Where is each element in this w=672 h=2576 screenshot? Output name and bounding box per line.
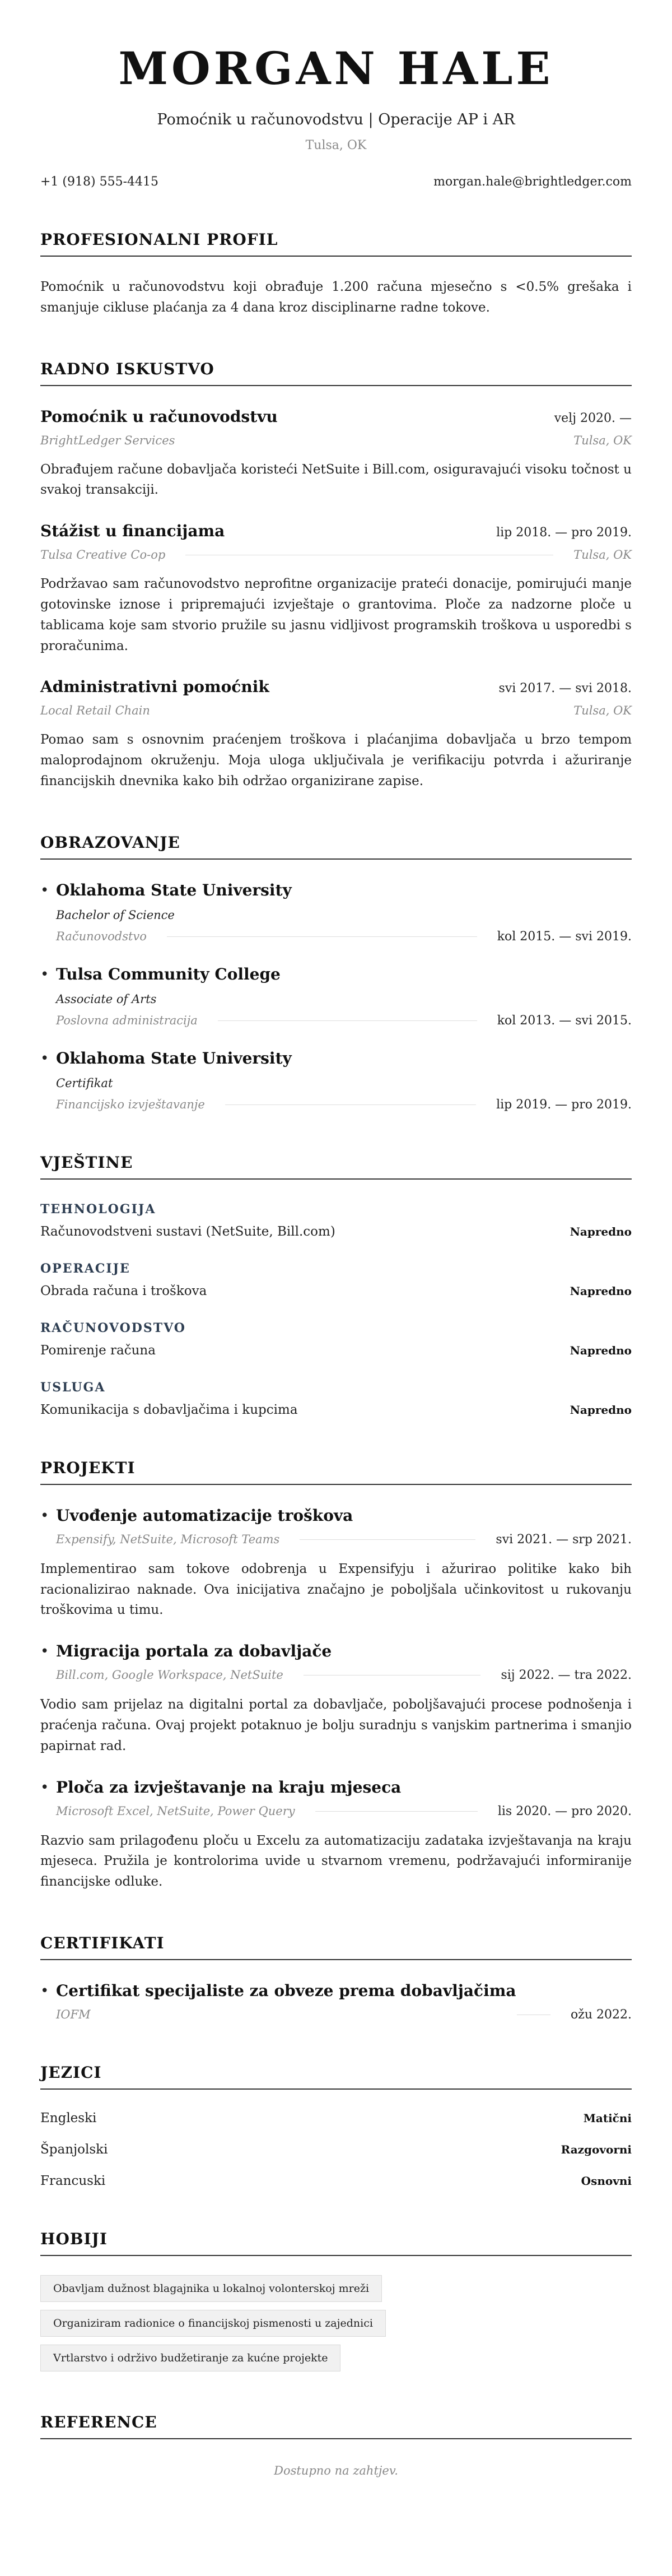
job-location: Tulsa, OK bbox=[573, 704, 632, 718]
section-title: PROFESIONALNI PROFIL bbox=[40, 230, 632, 257]
divider bbox=[218, 1020, 477, 1021]
skill-row bbox=[40, 1284, 632, 1298]
languages-section bbox=[40, 2063, 632, 2188]
project-tools: Expensify, NetSuite, Microsoft Teams bbox=[56, 1532, 280, 1546]
entry-subheader bbox=[40, 704, 632, 717]
language-name: Francuski bbox=[40, 2173, 106, 2188]
job-location: Tulsa, OK bbox=[573, 548, 632, 562]
language-level: Matični bbox=[583, 2111, 632, 2125]
divider bbox=[298, 418, 534, 419]
resume-header bbox=[40, 0, 632, 189]
project-entry bbox=[40, 1506, 632, 1621]
divider bbox=[167, 936, 477, 937]
certificate-name: • Certifikat specijaliste za obveze prema dobavljačima bbox=[56, 1981, 516, 2000]
phone-number: +1 (918) 555-4415 bbox=[40, 175, 158, 189]
section-title: PROJEKTI bbox=[40, 1459, 632, 1485]
hobby-list bbox=[40, 2275, 632, 2371]
language-list bbox=[40, 2111, 632, 2188]
section-title: CERTIFIKATI bbox=[40, 1934, 632, 1960]
job-dates: lip 2018. — pro 2019. bbox=[496, 526, 632, 540]
job-title: Stážist u financijama bbox=[40, 522, 225, 541]
profile-text: Pomoćnik u računovodstvu koji obrađuje 1.200 računa mjesečno s <0.5% grešaka i smanjuje cikluse plaćanja za 4 dana kroz disciplinarne radne tokove. bbox=[40, 280, 632, 315]
skill-level: Napredno bbox=[570, 1403, 632, 1417]
school-name: • Oklahoma State University bbox=[56, 880, 292, 899]
education-entry bbox=[40, 1049, 632, 1112]
skill-category: USLUGA bbox=[40, 1380, 106, 1395]
project-name: • Migracija portala za dobavljače bbox=[56, 1642, 332, 1661]
references-text: Dostupno na zahtjev. bbox=[274, 2463, 398, 2477]
education-entry bbox=[40, 965, 632, 1028]
divider bbox=[245, 532, 476, 533]
project-entry bbox=[40, 1642, 632, 1756]
skill-level: Napredno bbox=[570, 1284, 632, 1298]
certificate-entry bbox=[40, 1981, 632, 2022]
certificates-section bbox=[40, 1934, 632, 2022]
skill-group bbox=[40, 1380, 632, 1417]
hobby-tag: Organiziram radionice o financijskoj pismenosti u zajednici bbox=[40, 2310, 386, 2337]
education-dates: kol 2015. — svi 2019. bbox=[497, 929, 632, 944]
experience-entry bbox=[40, 407, 632, 501]
candidate-name: MORGAN HALE bbox=[118, 42, 554, 95]
school-name: • Tulsa Community College bbox=[56, 964, 281, 983]
hobbies-section bbox=[40, 2230, 632, 2371]
project-dates: svi 2021. — srp 2021. bbox=[496, 1532, 632, 1547]
skill-group bbox=[40, 1202, 632, 1239]
project-dates: sij 2022. — tra 2022. bbox=[501, 1668, 632, 1683]
education-detail bbox=[56, 930, 632, 944]
skill-group bbox=[40, 1261, 632, 1298]
section-title: REFERENCE bbox=[40, 2413, 632, 2439]
job-dates: svi 2017. — svi 2018. bbox=[498, 681, 632, 696]
degree-name: Associate of Arts bbox=[56, 992, 157, 1006]
certificate-issuer: IOFM bbox=[56, 2007, 91, 2021]
skill-group bbox=[40, 1321, 632, 1358]
education-section bbox=[40, 833, 632, 1112]
degree-name: Certifikat bbox=[56, 1076, 113, 1090]
skill-name: Pomirenje računa bbox=[40, 1343, 156, 1358]
email-address: morgan.hale@brightledger.com bbox=[433, 175, 632, 189]
section-title: HOBIJI bbox=[40, 2230, 632, 2256]
job-description: Pomao sam s osnovnim praćenjem troškova i plaćanjima dobavljača u brzo tempom maloprodajnom okruženju. Moja uloga uključivala je verifikaciju potvrda i ažuriranje financijskih dnevnika kako bih održao organizirane zapise. bbox=[40, 732, 632, 788]
skill-category: RAČUNOVODSTVO bbox=[40, 1320, 186, 1335]
project-name: • Uvođenje automatizacije troškova bbox=[56, 1506, 353, 1525]
job-description: Obrađujem račune dobavljača koristeći NetSuite i Bill.com, osiguravajući visoku točnost u svakoj transakciji. bbox=[40, 462, 632, 498]
language-name: Španjolski bbox=[40, 2142, 108, 2157]
education-detail bbox=[56, 1014, 632, 1028]
divider bbox=[290, 688, 479, 689]
company-name: BrightLedger Services bbox=[40, 433, 175, 447]
skill-name: Obrada računa i troškova bbox=[40, 1283, 207, 1298]
language-row bbox=[40, 2142, 632, 2157]
section-title: JEZICI bbox=[40, 2063, 632, 2090]
skills-section bbox=[40, 1153, 632, 1417]
project-name: • Ploča za izvještavanje na kraju mjeseca bbox=[56, 1777, 402, 1797]
certificate-detail bbox=[56, 2008, 632, 2022]
divider bbox=[225, 1104, 476, 1105]
project-dates: lis 2020. — pro 2020. bbox=[497, 1804, 632, 1818]
company-name: Local Retail Chain bbox=[40, 704, 150, 718]
skill-name: Računovodstveni sustavi (NetSuite, Bill.com) bbox=[40, 1224, 335, 1239]
job-location: Tulsa, OK bbox=[573, 433, 632, 447]
skill-row bbox=[40, 1224, 632, 1239]
education-detail bbox=[56, 1098, 632, 1112]
field-of-study: Poslovna administracija bbox=[56, 1013, 198, 1027]
skill-category: TEHNOLOGIJA bbox=[40, 1201, 156, 1217]
degree-name: Bachelor of Science bbox=[56, 908, 175, 922]
experience-section bbox=[40, 360, 632, 792]
project-description: Razvio sam prilagođenu ploču u Excelu za automatizaciju zadataka izvještavanja na kraju mjeseca. Pružila je kontrolorima uvide u stvarnom vremenu, podržavajući informiranije financijske odluke. bbox=[40, 1833, 632, 1890]
skill-level: Napredno bbox=[570, 1224, 632, 1238]
language-row bbox=[40, 2174, 632, 2188]
entry-header bbox=[40, 677, 632, 696]
project-description: Vodio sam prijelaz na digitalni portal za dobavljače, poboljšavajući procese podnošenja i praćenja računa. Ovaj projekt potaknuo je bolju suradnju s vanjskim partnerima i smanjio papirnat rad. bbox=[40, 1697, 632, 1753]
certificate-date: ožu 2022. bbox=[571, 2007, 632, 2022]
entry-header bbox=[40, 522, 632, 540]
divider bbox=[315, 1811, 478, 1812]
language-row bbox=[40, 2111, 632, 2125]
entry-subheader bbox=[40, 434, 632, 447]
project-tools: Bill.com, Google Workspace, NetSuite bbox=[56, 1668, 283, 1682]
projects-section bbox=[40, 1459, 632, 1892]
skill-level: Napredno bbox=[570, 1343, 632, 1357]
skill-category: OPERACIJE bbox=[40, 1261, 130, 1276]
profile-section bbox=[40, 230, 632, 318]
experience-entry bbox=[40, 522, 632, 656]
school-name: • Oklahoma State University bbox=[56, 1048, 292, 1067]
education-entry bbox=[40, 881, 632, 944]
contact-row bbox=[40, 175, 632, 189]
project-tools: Microsoft Excel, NetSuite, Power Query bbox=[56, 1804, 295, 1818]
job-title: Pomoćnik u računovodstvu bbox=[40, 407, 278, 426]
hobby-tag: Vrtlarstvo i održivo budžetiranje za kućne projekte bbox=[40, 2345, 340, 2371]
project-entry bbox=[40, 1778, 632, 1892]
skill-row bbox=[40, 1343, 632, 1358]
field-of-study: Računovodstvo bbox=[56, 929, 147, 943]
project-detail bbox=[56, 1533, 632, 1547]
language-level: Razgovorni bbox=[561, 2142, 632, 2156]
skill-name: Komunikacija s dobavljačima i kupcima bbox=[40, 1402, 298, 1417]
section-title: OBRAZOVANJE bbox=[40, 833, 632, 860]
divider bbox=[300, 1539, 475, 1540]
education-dates: kol 2013. — svi 2015. bbox=[497, 1013, 632, 1028]
project-detail bbox=[56, 1804, 632, 1818]
job-description: Podržavao sam računovodstvo neprofitne organizacije prateći donacije, pomirujući manje gotovinske iznose i pripremajući izvještaje o grantovima. Ploče za nadzorne ploče u tablicama koje sam stvorio pružile su jasnu vidljivost programskih troškova u usporedbi s proračunima. bbox=[40, 577, 632, 653]
language-name: Engleski bbox=[40, 2110, 97, 2125]
section-title: RADNO ISKUSTVO bbox=[40, 360, 632, 386]
education-dates: lip 2019. — pro 2019. bbox=[496, 1097, 632, 1112]
experience-entry bbox=[40, 677, 632, 791]
job-title: Administrativni pomoćnik bbox=[40, 677, 269, 697]
candidate-tagline: Pomoćnik u računovodstvu | Operacije AP i AR bbox=[157, 111, 515, 128]
hobby-tag: Obavljam dužnost blagajnika u lokalnoj volonterskoj mreži bbox=[40, 2275, 382, 2302]
job-dates: velj 2020. — bbox=[554, 411, 632, 425]
section-title: VJEŠTINE bbox=[40, 1153, 632, 1180]
candidate-location: Tulsa, OK bbox=[305, 138, 367, 152]
references-section bbox=[40, 2413, 632, 2477]
skill-row bbox=[40, 1403, 632, 1417]
divider bbox=[195, 440, 553, 441]
entry-subheader bbox=[40, 548, 632, 561]
project-detail bbox=[56, 1668, 632, 1682]
company-name: Tulsa Creative Co-op bbox=[40, 548, 166, 562]
language-level: Osnovni bbox=[581, 2174, 632, 2188]
project-description: Implementirao sam tokove odobrenja u Expensifyju i ažurirao politike kako bih racionalizirao naknade. Ova inicijativa značajno je poboljšala učinkovitost u rukovanju troškovima u timu. bbox=[40, 1561, 632, 1618]
field-of-study: Financijsko izvještavanje bbox=[56, 1097, 205, 1111]
entry-header bbox=[40, 407, 632, 426]
